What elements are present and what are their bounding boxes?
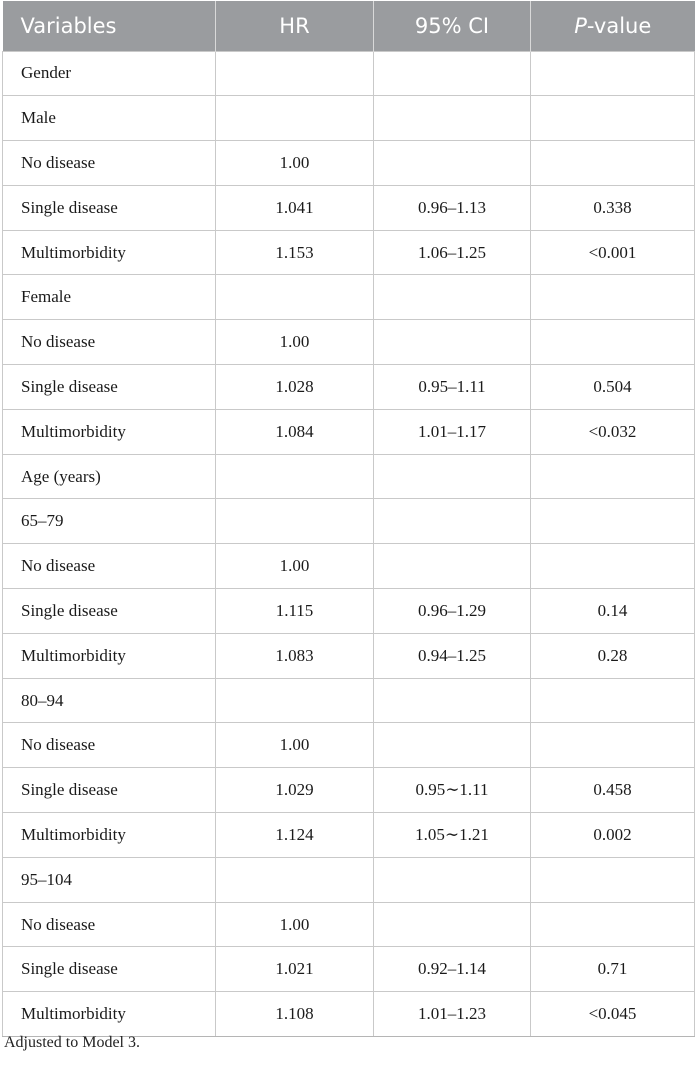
cell-p-value: 0.338 xyxy=(531,185,695,230)
cell-hr xyxy=(216,678,374,723)
cell-p-value xyxy=(531,678,695,723)
cell-ci: 0.94–1.25 xyxy=(374,633,531,678)
cell-p-value: 0.458 xyxy=(531,768,695,813)
cell-ci: 1.06–1.25 xyxy=(374,230,531,275)
table-row xyxy=(3,275,695,320)
table-footnote: Adjusted to Model 3. xyxy=(4,1034,140,1051)
cell-variable: No disease xyxy=(3,141,216,186)
table-row xyxy=(3,992,695,1037)
cell-variable: Age (years) xyxy=(3,454,216,499)
cell-hr: 1.00 xyxy=(216,902,374,947)
table-row xyxy=(3,723,695,768)
cell-ci xyxy=(374,902,531,947)
table-row xyxy=(3,902,695,947)
table-body xyxy=(3,51,695,1037)
cell-p-value: 0.002 xyxy=(531,813,695,858)
cell-variable: 80–94 xyxy=(3,678,216,723)
cell-hr: 1.021 xyxy=(216,947,374,992)
cell-ci xyxy=(374,857,531,902)
cell-hr: 1.00 xyxy=(216,544,374,589)
cell-variable: Multimorbidity xyxy=(3,633,216,678)
header-variables: Variables xyxy=(20,13,117,38)
cell-p-value: 0.14 xyxy=(531,589,695,634)
cell-variable: Multimorbidity xyxy=(3,409,216,454)
cell-hr: 1.041 xyxy=(216,185,374,230)
cell-p-value xyxy=(531,51,695,96)
cell-p-value: 0.71 xyxy=(531,947,695,992)
header-p-italic: P xyxy=(574,13,587,38)
cell-variable: No disease xyxy=(3,320,216,365)
cell-hr xyxy=(216,499,374,544)
cell-variable: Single disease xyxy=(3,365,216,410)
results-table-container xyxy=(2,1,694,1037)
cell-ci: 0.95∼1.11 xyxy=(374,768,531,813)
cell-ci xyxy=(374,141,531,186)
cell-variable: Multimorbidity xyxy=(3,230,216,275)
cell-p-value xyxy=(531,544,695,589)
cell-variable: Gender xyxy=(3,51,216,96)
cell-hr: 1.115 xyxy=(216,589,374,634)
cell-hr xyxy=(216,51,374,96)
cell-ci xyxy=(374,320,531,365)
table-row xyxy=(3,813,695,858)
cell-ci xyxy=(374,275,531,320)
cell-ci xyxy=(374,678,531,723)
cell-p-value: <0.001 xyxy=(531,230,695,275)
table-row xyxy=(3,96,695,141)
cell-hr xyxy=(216,96,374,141)
cell-p-value: <0.045 xyxy=(531,992,695,1037)
cell-p-value: 0.28 xyxy=(531,633,695,678)
table-row xyxy=(3,857,695,902)
cell-ci: 1.05∼1.21 xyxy=(374,813,531,858)
header-p-suffix: -value xyxy=(586,13,652,38)
cell-hr: 1.153 xyxy=(216,230,374,275)
cell-p-value xyxy=(531,275,695,320)
cell-hr: 1.029 xyxy=(216,768,374,813)
table-row xyxy=(3,51,695,96)
cell-hr: 1.108 xyxy=(216,992,374,1037)
cell-ci: 0.95–1.11 xyxy=(374,365,531,410)
cell-variable: Single disease xyxy=(3,947,216,992)
cell-hr xyxy=(216,857,374,902)
cell-ci: 0.92–1.14 xyxy=(374,947,531,992)
cell-hr xyxy=(216,275,374,320)
cell-variable: 95–104 xyxy=(3,857,216,902)
cell-p-value xyxy=(531,857,695,902)
cell-p-value: 0.504 xyxy=(531,365,695,410)
table-row xyxy=(3,768,695,813)
cell-variable: No disease xyxy=(3,902,216,947)
table-row xyxy=(3,499,695,544)
cell-variable: Multimorbidity xyxy=(3,992,216,1037)
table-row xyxy=(3,947,695,992)
cell-variable: Single disease xyxy=(3,589,216,634)
cell-variable: Single disease xyxy=(3,768,216,813)
cell-p-value xyxy=(531,723,695,768)
cell-ci: 1.01–1.23 xyxy=(374,992,531,1037)
cell-ci xyxy=(374,96,531,141)
cell-variable: No disease xyxy=(3,723,216,768)
table-row xyxy=(3,633,695,678)
cell-p-value xyxy=(531,499,695,544)
hazard-ratio-table xyxy=(2,1,695,1037)
cell-p-value xyxy=(531,141,695,186)
table-row xyxy=(3,678,695,723)
table-row xyxy=(3,365,695,410)
cell-p-value: <0.032 xyxy=(531,409,695,454)
header-hr: HR xyxy=(216,1,374,51)
cell-p-value xyxy=(531,454,695,499)
header-row xyxy=(3,1,695,51)
cell-ci: 0.96–1.13 xyxy=(374,185,531,230)
table-row xyxy=(3,230,695,275)
cell-ci xyxy=(374,454,531,499)
cell-p-value xyxy=(531,320,695,365)
table-row xyxy=(3,320,695,365)
cell-p-value xyxy=(531,902,695,947)
table-row xyxy=(3,141,695,186)
cell-variable: No disease xyxy=(3,544,216,589)
cell-variable: 65–79 xyxy=(3,499,216,544)
cell-variable: Single disease xyxy=(3,185,216,230)
cell-variable: Female xyxy=(3,275,216,320)
cell-variable: Multimorbidity xyxy=(3,813,216,858)
table-row xyxy=(3,185,695,230)
table-row xyxy=(3,589,695,634)
cell-hr: 1.00 xyxy=(216,723,374,768)
cell-ci xyxy=(374,499,531,544)
table-row xyxy=(3,409,695,454)
cell-ci xyxy=(374,544,531,589)
cell-p-value xyxy=(531,96,695,141)
table-header xyxy=(3,1,695,51)
cell-hr: 1.028 xyxy=(216,365,374,410)
cell-ci: 1.01–1.17 xyxy=(374,409,531,454)
cell-hr: 1.084 xyxy=(216,409,374,454)
cell-variable: Male xyxy=(3,96,216,141)
cell-hr: 1.00 xyxy=(216,141,374,186)
cell-ci xyxy=(374,51,531,96)
cell-hr xyxy=(216,454,374,499)
cell-ci: 0.96–1.29 xyxy=(374,589,531,634)
cell-hr: 1.00 xyxy=(216,320,374,365)
cell-hr: 1.124 xyxy=(216,813,374,858)
header-p-value xyxy=(531,1,695,51)
table-row xyxy=(3,454,695,499)
header-ci: 95% CI xyxy=(374,1,531,51)
cell-ci xyxy=(374,723,531,768)
cell-hr: 1.083 xyxy=(216,633,374,678)
table-row xyxy=(3,544,695,589)
